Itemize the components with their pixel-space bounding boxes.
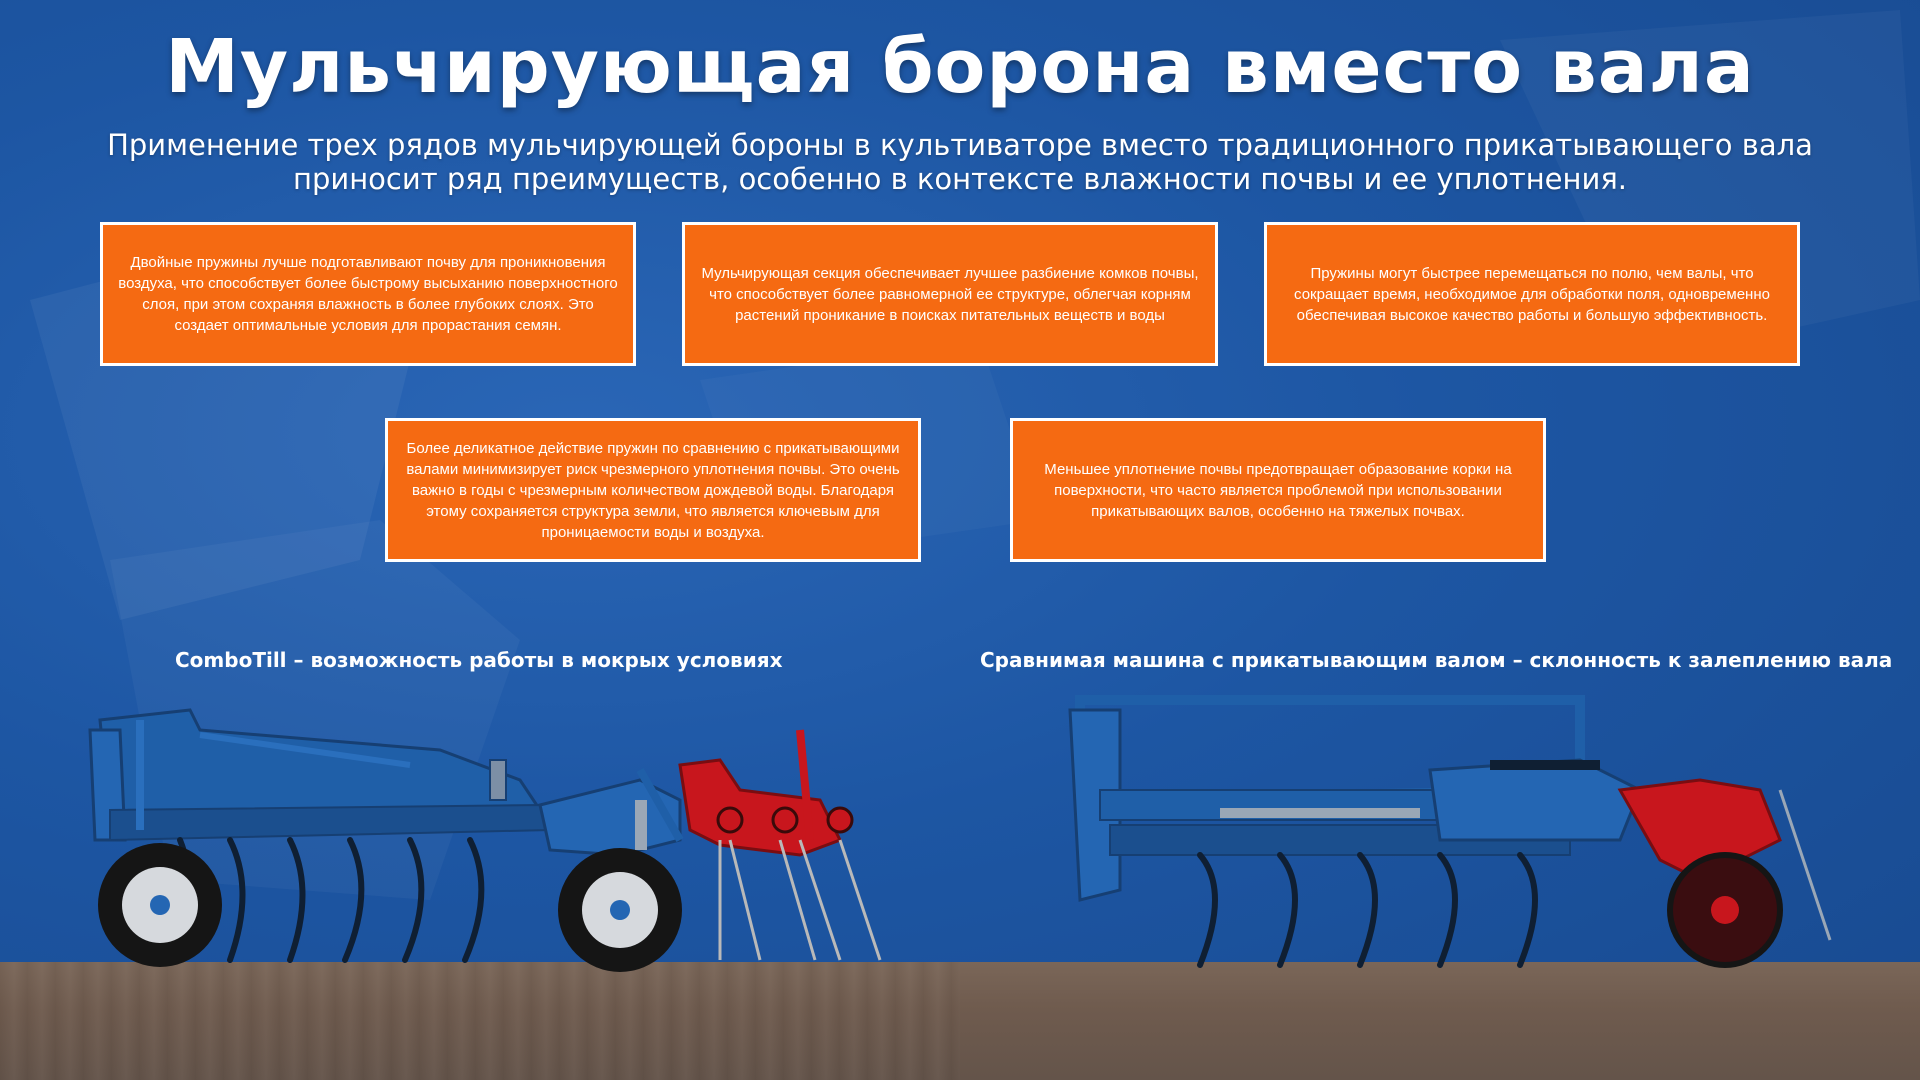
benefit-card-text: Двойные пружины лучше подготавливают почву для проникновения воздуха, что способствует более быстрому высыханию поверхностного слоя, при этом сохраняя влажность в более глубоких слоях. Это создает оптимальные условия для прорастания семян. bbox=[118, 254, 618, 334]
page-subtitle bbox=[80, 128, 1840, 196]
subtitle-line-2: приносит ряд преимуществ, особенно в контексте влажности почвы и ее уплотнения. bbox=[293, 162, 1627, 196]
benefit-card-text: Меньшее уплотнение почвы предотвращает образование корки на поверхности, что часто является проблемой при использовании прикатывающих валов, особенно на тяжелых почвах. bbox=[1044, 460, 1512, 520]
combotill-wheel-front bbox=[98, 843, 222, 967]
combotill-machine-illustration bbox=[80, 690, 920, 980]
harrow-spring-tines bbox=[720, 840, 880, 960]
mulching-harrow bbox=[680, 730, 852, 855]
combotill-wheel-rear bbox=[558, 848, 682, 972]
benefit-card-text: Мульчирующая секция обеспечивает лучшее разбиение комков почвы, что способствует более равномерной ее структуре, облегчая корням растений проникание в поисках питательных веществ и воды bbox=[701, 264, 1199, 324]
packer-roller-assembly bbox=[1620, 780, 1830, 965]
roller-machine-illustration bbox=[1060, 690, 1890, 980]
roller-machine-frame bbox=[1070, 700, 1640, 900]
subtitle-line-1: Применение трех рядов мульчирующей бороны в культиваторе вместо традиционного прикатывающего вала bbox=[107, 128, 1813, 162]
combotill-tines bbox=[180, 840, 481, 960]
benefit-card-compaction-risk bbox=[385, 418, 921, 562]
combotill-frame bbox=[90, 710, 680, 855]
benefit-card-crust-prevention bbox=[1010, 418, 1546, 562]
page-title: Мульчирующая борона вместо вала bbox=[165, 24, 1755, 110]
roller-machine-tines bbox=[1200, 855, 1535, 965]
caption-roller-machine: Сравнимая машина с прикатывающим валом – склонность к залеплению вала bbox=[980, 648, 1893, 672]
benefit-card-clod-breaking bbox=[682, 222, 1218, 366]
caption-combotill: ComboTill – возможность работы в мокрых условиях bbox=[175, 648, 783, 672]
benefit-card-text: Пружины могут быстрее перемещаться по полю, чем валы, что сокращает время, необходимое для обработки поля, одновременно обеспечивая высокое качество работы и большую эффективность. bbox=[1294, 264, 1770, 324]
benefit-card-speed bbox=[1264, 222, 1800, 366]
benefit-card-text: Более деликатное действие пружин по сравнению с прикатывающими валами минимизирует риск чрезмерного уплотнения почвы. Это очень важно в годы с чрезмерным количеством дождевой воды. Благодаря этому сохраняется структура земли, что является ключевым для проницаемости воды и воздуха. bbox=[406, 439, 900, 541]
benefit-card-air-penetration bbox=[100, 222, 636, 366]
